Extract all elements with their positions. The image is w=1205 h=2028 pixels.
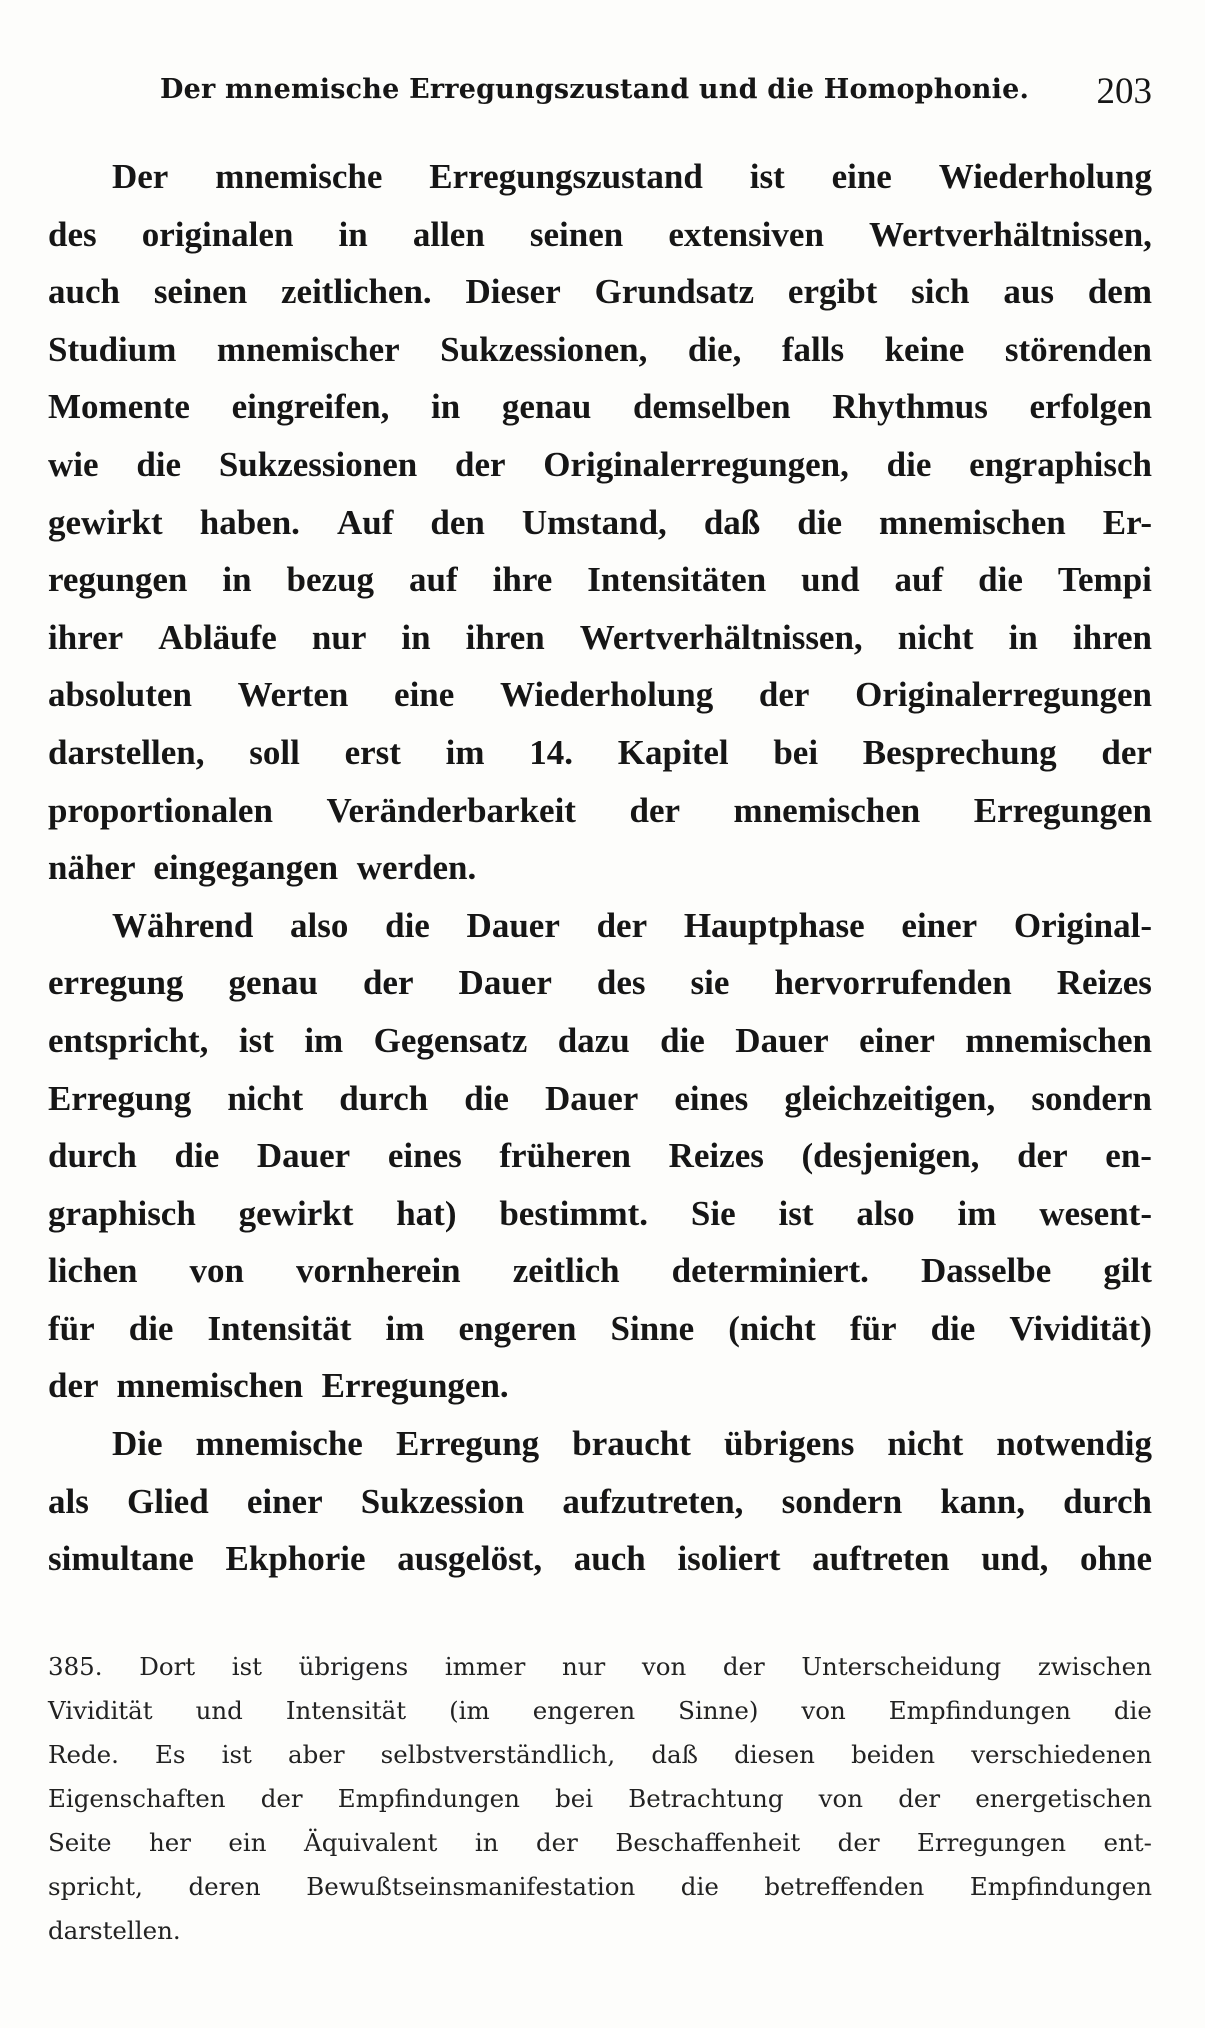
text-line: des originalen in allen seinen extensiven Wertverhältnissen, xyxy=(48,214,1152,254)
footnote-line: spricht, deren Bewußtseinsmanifestation die betreffenden Empfindungen xyxy=(48,1872,1152,1901)
text-line: simultane Ekphorie ausgelöst, auch isoliert auftreten und, ohne xyxy=(48,1539,1152,1579)
text-line: erregung genau der Dauer des sie hervorrufenden Reizes xyxy=(48,963,1152,1003)
text-line: Studium mnemischer Sukzessionen, die, falls keine störenden xyxy=(48,329,1152,369)
text-line: für die Intensität im engeren Sinne (nicht für die Vividität) xyxy=(48,1308,1152,1348)
text-line: regungen in bezug auf ihre Intensitäten und auf die Tempi xyxy=(48,560,1152,600)
text-line: als Glied einer Sukzession aufzutreten, sondern kann, durch xyxy=(48,1481,1152,1521)
text-line: wie die Sukzessionen der Originalerregungen, die engraphisch xyxy=(48,444,1152,484)
page-header xyxy=(160,70,1152,120)
text-line: graphisch gewirkt hat) bestimmt. Sie ist also im wesent- xyxy=(48,1193,1152,1233)
text-line: darstellen, soll erst im 14. Kapitel bei Besprechung der xyxy=(48,732,1152,772)
footnote-line: Eigenschaften der Empfindungen bei Betrachtung von der energetischen xyxy=(48,1784,1152,1813)
text-line: durch die Dauer eines früheren Reizes (desjenigen, der en- xyxy=(48,1136,1152,1176)
text-line: entspricht, ist im Gegensatz dazu die Dauer einer mnemischen xyxy=(48,1020,1152,1060)
footnote-line: Seite her ein Äquivalent in der Beschaffenheit der Erregungen ent- xyxy=(48,1828,1152,1857)
footnote-line: Rede. Es ist aber selbstverständlich, daß diesen beiden verschiedenen xyxy=(48,1740,1152,1769)
footnote-line: 385. Dort ist übrigens immer nur von der Unterscheidung zwischen xyxy=(48,1652,1152,1681)
footnote-line: Vividität und Intensität (im engeren Sinne) von Empfindungen die xyxy=(48,1696,1152,1725)
text-line: Der mnemische Erregungszustand ist eine Wiederholung xyxy=(112,157,1152,196)
text-line: auch seinen zeitlichen. Dieser Grundsatz ergibt sich aus dem xyxy=(48,272,1152,312)
text-line: absoluten Werten eine Wiederholung der Originalerregungen xyxy=(48,675,1152,715)
text-line: ihrer Abläufe nur in ihren Wertverhältnissen, nicht in ihren xyxy=(48,617,1152,657)
text-line: Während also die Dauer der Hauptphase einer Original- xyxy=(112,905,1152,945)
text-line: der mnemischen Erregungen. xyxy=(48,1366,509,1406)
footnote-line: darstellen. xyxy=(48,1916,181,1945)
text-line: proportionalen Veränderbarkeit der mnemischen Erregungen xyxy=(48,790,1152,830)
text-line: lichen von vornherein zeitlich determiniert. Dasselbe gilt xyxy=(48,1251,1152,1291)
text-line: Die mnemische Erregung braucht übrigens nicht notwendig xyxy=(112,1424,1152,1464)
text-line: näher eingegangen werden. xyxy=(48,848,477,888)
main-text xyxy=(48,148,1152,1588)
running-head: Der mnemische Erregungszustand und die Homophonie. xyxy=(160,74,1030,105)
text-line: gewirkt haben. Auf den Umstand, daß die mnemischen Er- xyxy=(48,502,1152,542)
page-number: 203 xyxy=(1096,71,1152,112)
text-line: Erregung nicht durch die Dauer eines gleichzeitigen, sondern xyxy=(48,1078,1152,1118)
footnote xyxy=(48,1645,1152,1953)
text-line: Momente eingreifen, in genau demselben Rhythmus erfolgen xyxy=(48,387,1152,427)
